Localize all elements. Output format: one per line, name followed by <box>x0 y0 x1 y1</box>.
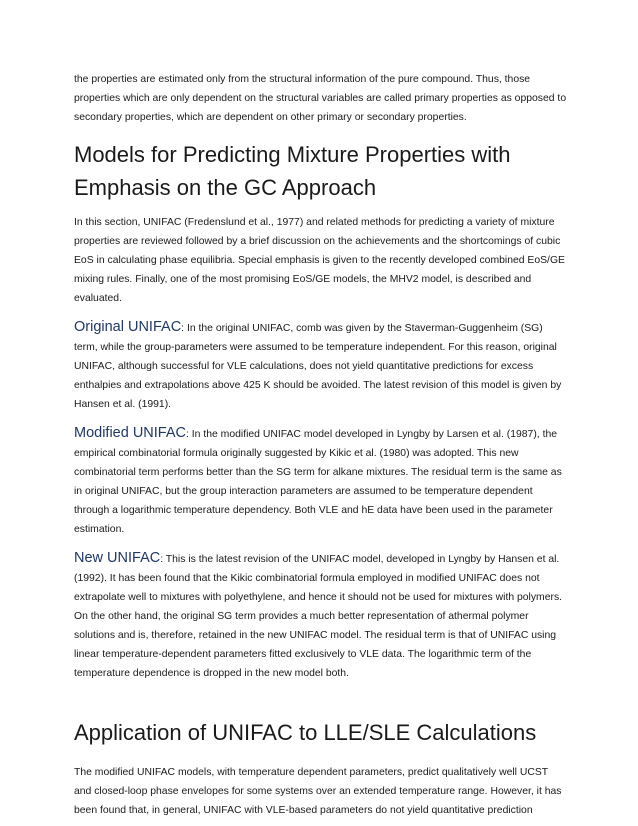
application-heading: Application of UNIFAC to LLE/SLE Calculations <box>74 720 537 745</box>
modified-unifac-paragraph <box>74 424 568 539</box>
new-unifac-text: : This is the latest revision of the UNIFAC model, developed in Lyngby by Hansen et al. (1992). It has been found that the Kikic combinatorial formula employed in modified UNIFAC does not extrapolate well to mixtures with polyethylene, and hence it should not be used for mixtures with polymers. On the other hand, the original SG term provides a much better representation of athermal polymer solutions and is, therefore, retained in the new UNIFAC model. The residual term is that of UNIFAC using linear temperature-dependent parameters fitted exclusively to VLE data. The logarithmic term of the temperature dependence is dropped in the new model both. <box>74 554 563 679</box>
new-unifac-paragraph <box>74 549 568 683</box>
application-paragraph: The modified UNIFAC models, with temperature dependent parameters, predict qualitatively well UCST and closed-loop phase envelopes for some systems over an extended temperature range. However, it has been found that, in general, UNIFAC with VLE-based parameters do not yield quantitative prediction <box>74 767 562 816</box>
original-unifac-paragraph <box>74 318 568 414</box>
document-page <box>74 70 568 820</box>
intro-paragraph: the properties are estimated only from the structural information of the pure compound. Thus, those properties which are only dependent on the structural variables are called primary properties as opposed to secondary properties, which are dependent on other primary or secondary properties. <box>74 74 567 123</box>
original-unifac-text: : In the original UNIFAC, comb was given by the Staverman-Guggenheim (SG) term, while the group-parameters were assumed to be temperature independent. For this reason, original UNIFAC, although successful for VLE calculations, does not yield quantitative predictions for excess enthalpies and extrapolations above 425 K should be avoided. The latest revision of this model is given by Hansen et al. (1991). <box>74 323 562 410</box>
original-unifac-title: Original UNIFAC <box>74 319 182 335</box>
models-heading: Models for Predicting Mixture Properties with Emphasis on the GC Approach <box>74 142 511 200</box>
new-unifac-title: New UNIFAC <box>74 550 161 566</box>
modified-unifac-title: Modified UNIFAC <box>74 425 187 441</box>
modified-unifac-text: : In the modified UNIFAC model developed in Lyngby by Larsen et al. (1987), the empirical combinatorial formula originally suggested by Kikic et al. (1980) was adopted. This new combinatorial term performs better than the SG term for alkane mixtures. The residual term is the same as in original UNIFAC, but the group interaction parameters are assumed to be temperature dependent through a logarithmic temperature dependency. Both VLE and hE data have been used in the parameter estimation. <box>74 429 562 535</box>
models-paragraph: In this section, UNIFAC (Fredenslund et al., 1977) and related methods for predicting a variety of mixture properties are reviewed followed by a brief discussion on the achievements and the shortcomings of cubic EoS in calculating phase equilibria. Special emphasis is given to the recently developed combined EoS/GE mixing rules. Finally, one of the most promising EoS/GE models, the MHV2 model, is described and evaluated. <box>74 217 565 304</box>
